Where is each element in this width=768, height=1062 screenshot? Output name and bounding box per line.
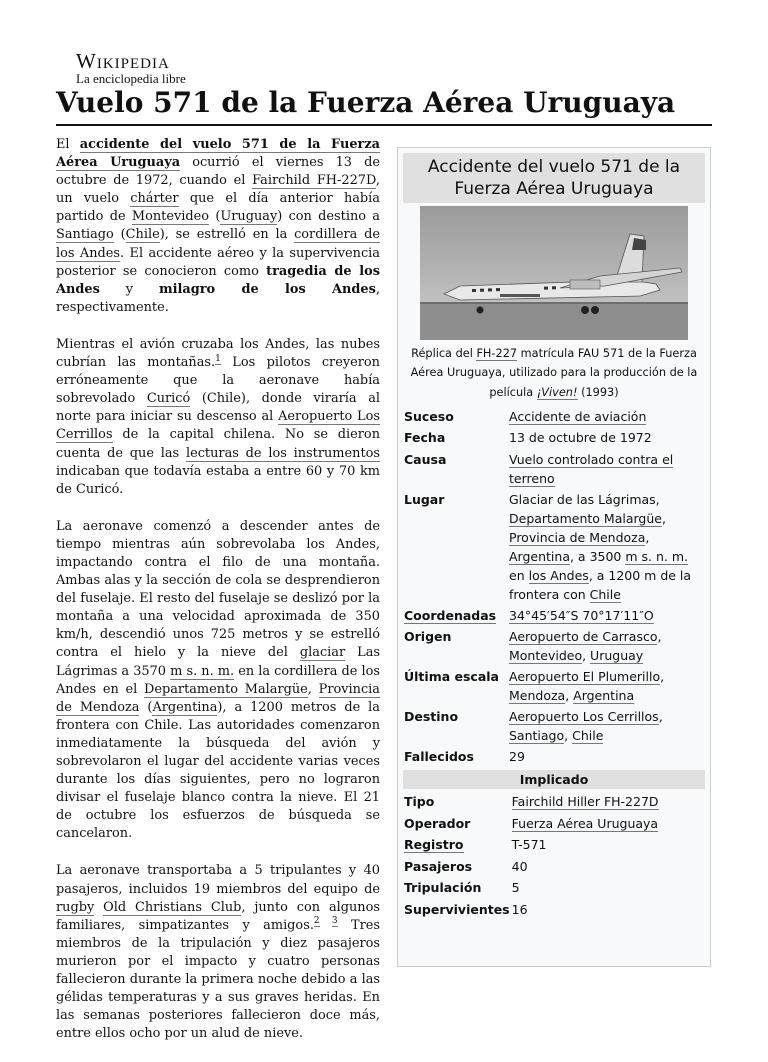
link-dpto-malargue[interactable]: Departamento Malargüe bbox=[509, 510, 662, 526]
value bbox=[509, 626, 710, 666]
row-fecha bbox=[398, 427, 710, 449]
text: Tres miembros de la tripulación y diez pasajeros murieron por el impacto y cuatro personas fallecieron durante la primera noche debido a las gélidas temperaturas y a sus graves heridas. En las semanas posteriores fallecieron doce más, entre ellos ocho por un alud de nieve. bbox=[56, 917, 380, 1042]
text: . El accidente aéreo y la supervivencia posterior se conocieron como bbox=[56, 245, 380, 279]
link-registro[interactable]: Registro bbox=[404, 837, 464, 853]
row-origen bbox=[398, 626, 710, 666]
infobox bbox=[397, 147, 711, 967]
row-operador bbox=[398, 812, 710, 834]
text: , bbox=[582, 648, 591, 664]
link-uruguay[interactable]: Uruguay bbox=[220, 209, 278, 225]
text: ( bbox=[113, 227, 126, 243]
value: 29 bbox=[509, 749, 525, 765]
link-cordillera[interactable]: cordillera de los Andes bbox=[56, 227, 380, 261]
link-accidente-aviacion[interactable]: Accidente de aviación bbox=[509, 408, 647, 424]
link-el-plumerillo[interactable]: Aeropuerto El Plumerillo bbox=[509, 669, 661, 685]
text: , un vuelo bbox=[56, 173, 380, 207]
link-fairchild-hiller[interactable]: Fairchild Hiller FH-227D bbox=[511, 794, 659, 810]
paragraph-3 bbox=[56, 518, 380, 844]
link-los-andes[interactable]: los Andes bbox=[528, 567, 589, 583]
text: (1993) bbox=[577, 385, 619, 399]
row-tripulacion bbox=[398, 877, 710, 899]
section-implicado: Implicado bbox=[403, 770, 705, 789]
text: La aeronave transportaba a 5 tripulantes y 40 pasajeros, incluidos 19 miembros del equipo de bbox=[56, 863, 380, 897]
text: ), a 1200 metros de la frontera con Chile. Las autoridades comenzaron inmediatamente la búsqueda del avión y sobrevolaron el lugar del accidente varias veces durante los días siguientes, pero no lograron divisar el fuselaje blanco contra la nieve. El 21 de octubre los esfuerzos de búsqueda se cancelaron. bbox=[56, 699, 380, 842]
text: , a 1200 m de la frontera con bbox=[509, 567, 692, 602]
link-chile[interactable]: Chile bbox=[572, 728, 604, 744]
link-prov-mendoza[interactable]: Provincia de Mendoza bbox=[509, 529, 646, 545]
text: Glaciar de las Lágrimas, bbox=[509, 491, 660, 507]
airplane-photo[interactable] bbox=[420, 206, 688, 340]
text: indicaban que todavía estaba a entre 60 y 70 km de Curicó. bbox=[56, 463, 380, 497]
row-ultima-escala bbox=[398, 666, 710, 706]
link-rugby[interactable]: rugby bbox=[56, 899, 95, 915]
value: 13 de octubre de 1972 bbox=[509, 430, 652, 446]
link-coordinates-value[interactable]: 34°45′54″S 70°17′11″O bbox=[509, 607, 654, 623]
text: La aeronave comenzó a descender antes de tiempo mientras aún sobrevolaba los Andes, impactando contra el filo de una montaña. Ambas alas y la sección de cola se desprendieron del fuselaje. El resto del fuselaje se deslizó por la montaña a una velocidad aproximada de 350 km/h, descendió unos 725 metros y se estrelló contra el hielo y la nieve del bbox=[56, 518, 380, 661]
row-destino bbox=[398, 706, 710, 746]
row-registro bbox=[398, 834, 710, 856]
text: de la capital chilena. No se dieron cuenta de que las bbox=[56, 427, 380, 461]
link-lecturas-instrumentos[interactable]: lecturas de los instrumentos bbox=[185, 445, 380, 461]
paragraph-2 bbox=[56, 336, 380, 499]
link-charter[interactable]: chárter bbox=[130, 191, 179, 207]
value bbox=[509, 489, 710, 605]
text: , a 3500 bbox=[569, 548, 626, 564]
value: 40 bbox=[511, 858, 528, 874]
link-msnm[interactable]: m s. n. m. bbox=[625, 548, 688, 564]
label: Operador bbox=[404, 815, 471, 831]
text: , bbox=[307, 681, 319, 697]
link-carrasco[interactable]: Aeropuerto de Carrasco bbox=[509, 629, 658, 645]
text: , bbox=[658, 709, 663, 725]
label: Última escala bbox=[404, 669, 499, 685]
link-montevideo[interactable]: Montevideo bbox=[509, 648, 583, 664]
link-curico[interactable]: Curicó bbox=[146, 391, 191, 407]
link-glaciar[interactable]: glaciar bbox=[299, 645, 346, 661]
reference-1[interactable]: 1 bbox=[215, 353, 221, 364]
wikipedia-logo[interactable] bbox=[76, 50, 186, 86]
label: Fallecidos bbox=[404, 749, 474, 765]
text: , bbox=[645, 529, 650, 545]
text: (Chile), donde viraría al norte para iniciar su descenso al bbox=[56, 391, 380, 425]
text: , bbox=[564, 728, 573, 744]
link-montevideo[interactable]: Montevideo bbox=[131, 209, 210, 225]
label: Destino bbox=[404, 709, 459, 725]
text: El bbox=[56, 137, 80, 152]
link-msnm[interactable]: m s. n. m. bbox=[170, 663, 235, 679]
text: ocurrió el viernes 13 de octubre de 1972, cuando el bbox=[56, 155, 380, 189]
link-viven[interactable] bbox=[537, 386, 578, 400]
label: Pasajeros bbox=[404, 858, 473, 874]
text: matrícula FAU 571 de la Fuerza Aérea Uruguaya, utilizado para la producción de la película bbox=[410, 347, 698, 399]
page-title: Vuelo 571 de la Fuerza Aérea Uruguaya bbox=[56, 84, 712, 126]
link-vuelo-controlado[interactable]: Vuelo controlado contra el terreno bbox=[509, 451, 674, 486]
row-coordenadas bbox=[398, 605, 710, 627]
link-old-christians[interactable]: Old Christians Club bbox=[103, 899, 242, 915]
infobox-table-implicado bbox=[398, 791, 710, 920]
text: , bbox=[661, 510, 666, 526]
bold-tragedia: tragedia de los Andes bbox=[56, 263, 380, 297]
link-chile[interactable]: Chile bbox=[125, 227, 160, 243]
link-mendoza[interactable]: Mendoza bbox=[509, 688, 566, 704]
text: Réplica del bbox=[411, 347, 477, 360]
link-aeropuerto-cerrillos[interactable]: Aeropuerto Los Cerrillos bbox=[56, 409, 380, 443]
text: Los pilotos creyeron erróneamente que la aeronave había sobrevolado bbox=[56, 355, 380, 407]
link-santiago[interactable]: Santiago bbox=[509, 728, 565, 744]
row-tipo bbox=[398, 791, 710, 813]
link-argentina[interactable]: Argentina bbox=[573, 688, 635, 704]
link-santiago[interactable]: Santiago bbox=[56, 227, 114, 243]
bold-milagro: milagro de los Andes bbox=[158, 281, 376, 297]
label: Lugar bbox=[404, 491, 445, 507]
label: Origen bbox=[404, 629, 452, 645]
link-fuerza-aerea[interactable]: Fuerza Aérea Uruguaya bbox=[511, 815, 659, 831]
text: ), se estrelló en la bbox=[159, 227, 295, 243]
link-coordenadas[interactable]: Coordenadas bbox=[404, 607, 497, 623]
link-argentina[interactable]: Argentina bbox=[152, 699, 218, 715]
text: en la cordillera de los Andes en el bbox=[56, 663, 380, 697]
text: Mientras el avión cruzaba los Andes, las nubes cubrían las montañas. bbox=[56, 336, 380, 371]
text: ) con destino a bbox=[277, 209, 380, 225]
text: , respectivamente. bbox=[56, 281, 380, 315]
row-supervivientes bbox=[398, 898, 710, 920]
text: ( bbox=[209, 209, 221, 225]
value: 5 bbox=[511, 880, 520, 896]
article-body bbox=[56, 136, 380, 1062]
link-uruguay[interactable]: Uruguay bbox=[590, 648, 644, 664]
link-argentina[interactable]: Argentina bbox=[509, 548, 570, 564]
label: Tripulación bbox=[404, 880, 482, 896]
row-lugar bbox=[398, 489, 710, 605]
infobox-title: Accidente del vuelo 571 de la Fuerza Aérea Uruguaya bbox=[403, 153, 705, 203]
label: Fecha bbox=[404, 430, 446, 446]
paragraph-1 bbox=[56, 136, 380, 317]
text: y bbox=[99, 281, 159, 297]
reference-2[interactable]: 2 bbox=[313, 916, 320, 927]
text: Las Lágrimas a 3570 bbox=[56, 645, 380, 679]
link-los-cerrillos[interactable]: Aeropuerto Los Cerrillos bbox=[509, 709, 659, 725]
text: , junto con algunos familiares, simpatizantes y amigos. bbox=[56, 899, 380, 933]
value: T-571 bbox=[511, 837, 547, 853]
row-causa bbox=[398, 449, 710, 489]
text: ¡Viven! bbox=[536, 385, 578, 399]
value: 16 bbox=[511, 901, 528, 917]
logo-tagline: La enciclopedia libre bbox=[76, 71, 186, 86]
link-fh227[interactable]: FH-227 bbox=[476, 347, 518, 360]
reference-3[interactable]: 3 bbox=[331, 916, 338, 927]
value bbox=[509, 706, 710, 746]
infobox-table bbox=[398, 406, 710, 768]
text: que el día anterior había partido de bbox=[56, 191, 380, 225]
label: Causa bbox=[404, 451, 447, 467]
link-mendoza[interactable]: Provincia de Mendoza bbox=[56, 681, 380, 715]
link-chile[interactable]: Chile bbox=[589, 586, 621, 602]
text: ( bbox=[139, 699, 153, 715]
value bbox=[509, 666, 710, 706]
row-fallecidos bbox=[398, 746, 710, 768]
label: Tipo bbox=[404, 794, 435, 810]
label: Suceso bbox=[404, 408, 454, 424]
paragraph-4 bbox=[56, 862, 380, 1043]
link-fairchild[interactable]: Fairchild FH-227D bbox=[252, 173, 376, 189]
row-pasajeros bbox=[398, 855, 710, 877]
text bbox=[94, 900, 103, 915]
link-malargue[interactable]: Departamento Malargüe bbox=[144, 681, 308, 697]
text: en bbox=[509, 567, 529, 583]
text: , bbox=[565, 688, 574, 704]
text: , bbox=[657, 629, 662, 645]
link-accidente[interactable]: accidente del vuelo 571 de la Fuerza Aérea Uruguaya bbox=[56, 137, 381, 171]
logo-wordmark: Wikipedia bbox=[76, 49, 170, 73]
row-suceso bbox=[398, 406, 710, 428]
infobox-caption bbox=[398, 340, 710, 402]
text: , bbox=[660, 669, 665, 685]
label: Supervivientes bbox=[404, 901, 510, 917]
